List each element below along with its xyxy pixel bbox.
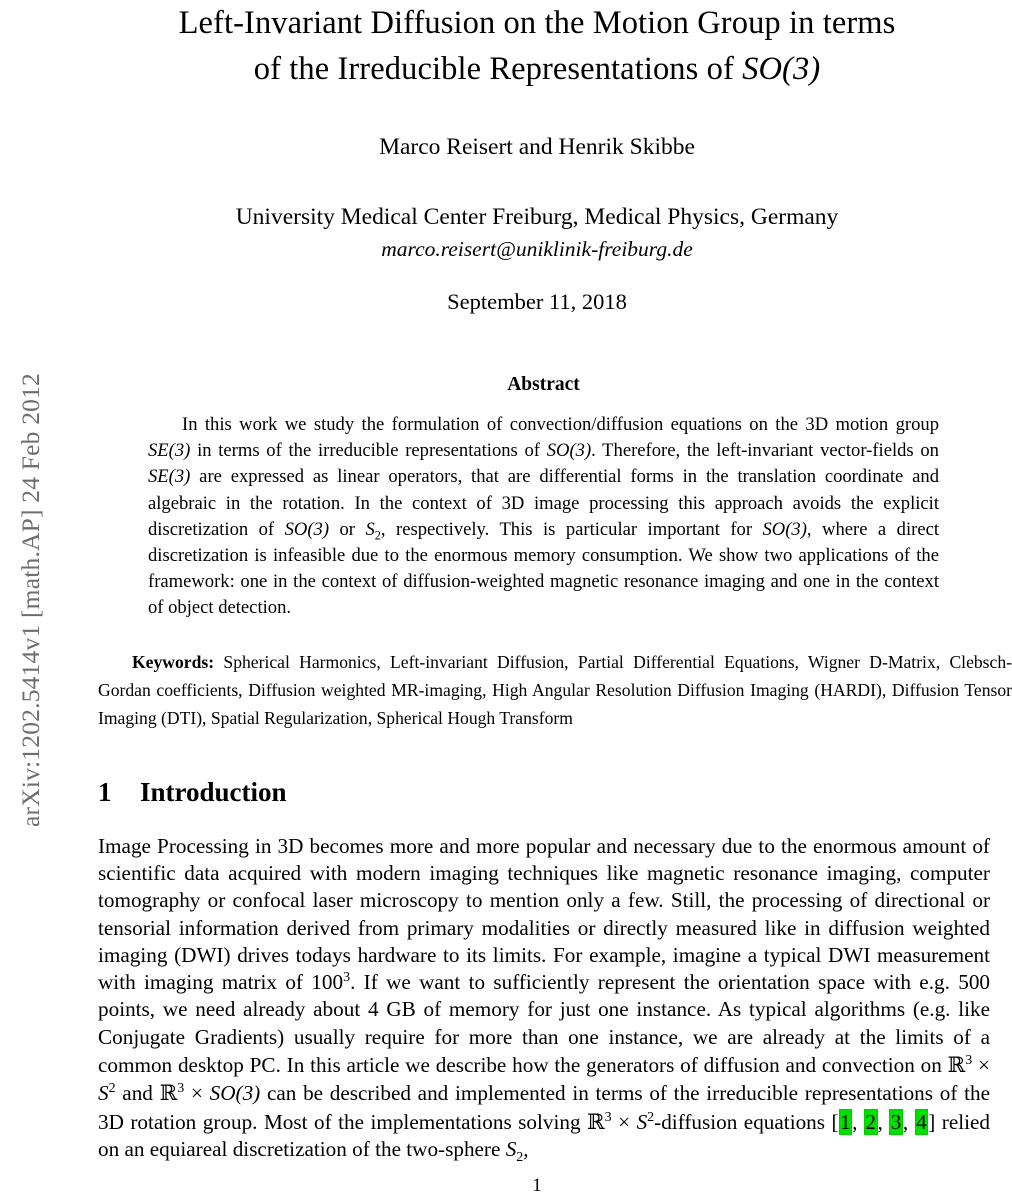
intro-seg-1: Image Processing in 3D becomes more and more popular and necessary due to the enormous amount of scientific data acquired with modern imaging techniques like magnetic resonance imaging, computer tomography or confocal laser microscopy to mention only a few. Still, the processing of directional or tensorial information derived from primary modalities or directly measured like in diffusion weighted imaging (DWI) drives todays hardware to its limits. For example, imagine a typical DWI measurement with imaging matrix of	[98, 833, 990, 995]
abstract-seg-1: In this work we study the formulation of convection/diffusion equations on the 3D motion group	[182, 414, 939, 435]
intro-seg-8: ,	[523, 1136, 529, 1161]
intro-math-times-c: ×	[611, 1109, 637, 1134]
section-title: Introduction	[140, 776, 287, 807]
citation-separator-3: ,	[902, 1109, 915, 1134]
intro-seg-5: can be described and implemented in terms of the irreducible representations of the 3D rotation group. Most of the implementations solving	[98, 1081, 990, 1134]
abstract-math-so3-c: SO(3)	[762, 518, 807, 540]
abstract-seg-2: in terms of the irreducible representations of	[190, 440, 547, 462]
intro-seg-3: points, we need already about 4 GB of memory for just one instance. As typical algorithms (e.g. like Conjugate Gradients) usually require for more than one instance, we are already at the limits of a common desktop PC. In this article we describe how the generators of diffusion and convection on	[98, 997, 990, 1077]
citation-link-1[interactable]: 1	[840, 1109, 851, 1134]
title-line-2	[62, 46, 1012, 92]
abstract-seg-6: , respectively. This is particular important for	[380, 518, 763, 540]
intro-math-reals-c: ℝ	[587, 1108, 605, 1134]
abstract-math-se3-b: SE(3)	[148, 466, 191, 488]
paper-page	[62, 0, 1012, 1200]
page-number: 1	[532, 1175, 542, 1196]
intro-math-times-b: ×	[184, 1081, 210, 1106]
abstract-seg-3: . Therefore, the left-invariant vector-fields on	[591, 440, 939, 462]
abstract-block	[62, 374, 1012, 622]
title-math-so3: SO(3)	[742, 51, 821, 87]
intro-math-so3-d: SO(3)	[209, 1081, 261, 1106]
arxiv-stamp-text: arXiv:1202.5414v1 [math.AP] 24 Feb 2012	[16, 372, 45, 828]
author-list: Marco Reisert and Henrik Skibbe	[379, 134, 695, 160]
citation-separator-2: ,	[877, 1109, 890, 1134]
affiliation-block	[62, 201, 1012, 264]
intro-seg-6: -diffusion equations [	[654, 1109, 839, 1134]
affiliation-email: marco.reisert@uniklinik-freiburg.de	[381, 237, 693, 261]
intro-math-s-c-sup: 2	[647, 1109, 655, 1125]
intro-math-500: 500	[958, 970, 990, 995]
abstract-math-se3-a: SE(3)	[148, 440, 191, 462]
page-title	[62, 0, 1012, 92]
citation-link-4[interactable]: 4	[916, 1109, 927, 1134]
intro-math-reals-b: ℝ	[159, 1080, 178, 1106]
abstract-math-s2-a-sub: 2	[374, 528, 381, 543]
section-number: 1	[98, 776, 112, 807]
introduction-paragraph	[62, 833, 1012, 1164]
citation-separator-1: ,	[852, 1109, 864, 1134]
section-heading-introduction	[62, 777, 1012, 808]
abstract-seg-4: are expressed as linear operators, that are differential forms in the translation coordinate and algebraic in the rotation. In the context of 3D image processing this approach avoids the explicit discretization of	[148, 466, 939, 540]
intro-seg-7: ] relied on an equiareal discretization of the two-sphere	[98, 1109, 991, 1161]
title-line-1: Left-Invariant Diffusion on the Motion Group in terms	[178, 5, 896, 41]
intro-math-s-a: S	[98, 1081, 109, 1106]
intro-math-s2-final: S	[505, 1136, 517, 1161]
intro-math-100: 100	[311, 970, 344, 995]
intro-math-reals-a-sup: 3	[965, 1052, 973, 1068]
title-line-2-text: of the Irreducible Representations of	[253, 51, 743, 87]
abstract-text	[148, 412, 939, 622]
intro-math-reals-a: ℝ	[947, 1052, 966, 1077]
abstract-seg-5: or	[329, 518, 366, 540]
intro-math-times-a: ×	[972, 1053, 990, 1077]
intro-math-100-sup: 3	[343, 970, 351, 986]
keywords-block	[62, 648, 1012, 732]
intro-math-s2-final-sub: 2	[516, 1150, 524, 1166]
intro-seg-4: and	[115, 1081, 160, 1106]
intro-math-reals-c-sup: 3	[604, 1109, 612, 1125]
citation-link-3[interactable]: 3	[890, 1109, 902, 1134]
intro-math-s-c: S	[636, 1109, 648, 1134]
abstract-seg-7: , where a direct discretization is infeasible due to the enormous memory consumption. We show two applications of the framework: one in the context of diffusion-weighted magnetic resonance imaging and one in the context of object detection.	[148, 518, 939, 619]
affiliation-institution: University Medical Center Freiburg, Medical Physics, Germany	[235, 204, 839, 230]
intro-math-s-a-sup: 2	[108, 1081, 116, 1097]
arxiv-stamp	[0, 0, 62, 1200]
publication-date: September 11, 2018	[447, 289, 627, 314]
intro-math-reals-b-sup: 3	[177, 1081, 185, 1097]
intro-seg-2: . If we want to sufficiently represent the orientation space with e.g.	[350, 970, 959, 995]
keywords-label: Keywords:	[132, 651, 215, 672]
abstract-heading: Abstract	[507, 374, 580, 395]
abstract-math-so3-b: SO(3)	[284, 518, 330, 540]
keywords-text: Spherical Harmonics, Left-invariant Diffusion, Partial Differential Equations, Wigner D-Matrix, Clebsch-Gordan coefficients, Diffusion weighted MR-imaging, High Angular Resolution Diffusion Imaging (HARDI), Diffusion Tensor Imaging (DTI), Spatial Regularization, Spherical Hough Transform	[98, 651, 1012, 728]
citation-link-2[interactable]: 2	[865, 1109, 877, 1134]
abstract-math-so3-a: SO(3)	[546, 440, 592, 462]
abstract-math-s2-a: S	[365, 518, 375, 540]
